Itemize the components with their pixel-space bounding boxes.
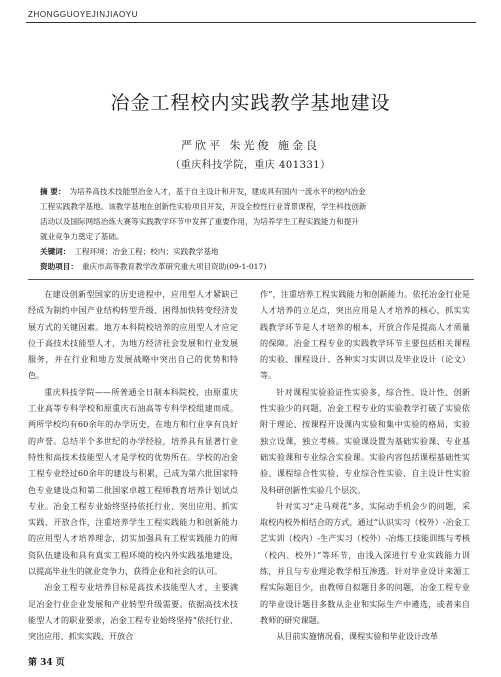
article-title: 冶金工程校内实践教学基地建设 <box>110 92 391 114</box>
journal-header: ZHONGGUOYEJINJIAOYU <box>28 10 139 19</box>
left-paragraph-2: 重庆科技学院——所普通全日制本科院校，由原重庆工业高等专科学校和原重庆石油高等专科学校组建而成。两所学校均有60余年的办学历史，在地方和行业享有良好的声誉。总结半个多世纪的办学经验，培养具有显著行业特性和高技术技能型人才是学校的优势所在。学校的冶金工程专业经过60余年的建设与积累，已成为第六批国家特色专业建设点和第二批国家卓越工程师教育培养计划试点专业。冶金工程专业始终坚持依托行业、突出应用、抓实实践、开放合作，注重培养学生工程实践能力和创新能力的应用型人才培养理念，切实加强具有工程实践能力的师资队伍建设和具有真实工程环境的校内外实践基地建设，以提高毕业生的就业竞争力，获得企业和社会的认可。 <box>28 386 238 577</box>
abstract-line-4: 就业竞争力奠定了基础。 <box>40 232 124 241</box>
right-paragraph-3: 针对实习“走马观花”多，实际动手机会少的问题，采取校内校外相结合的方式，通过“认识实习（校外）-冶金工艺实训（校内）-生产实习（校外）-冶炼工技能训练与考核（校内、校外）”等环节，由浅入深进行专业实践能力训练，并且与专业理论教学相互渗透。针对毕业设计来源工程实际题目少，由教师自拟题目多的问题，冶金工程专业的毕业设计题目多数从企业和实际生产中遴选，或者来自教师的研究课题。 <box>260 500 470 625</box>
abstract-line-2: 工程实践教学基地。该教学基地在创新性实验项目开发，开设全校性行业背景课程，学生科技创新 <box>40 202 367 211</box>
left-paragraph-3: 冶金工程专业培养目标是高技术技能型人才，主要满足冶金行业企业发展和产业转型升级需要。依据高技术技能型人才的职业要求，冶金工程专业始终坚持“依托行业、突出应用、抓实实践、开放合 <box>28 582 238 642</box>
funding-label: 资助项目： <box>40 262 78 271</box>
article-affiliation: （重庆科技学院，重庆 401331） <box>170 160 331 171</box>
right-paragraph-4: 从目前实施情况看，课程实验和毕业设计改革 <box>276 631 439 642</box>
article-authors: 严欣平 朱光俊 施金良 <box>181 139 320 152</box>
keywords-text: 工程环境；冶金工程；校内；实践教学基地 <box>74 247 219 256</box>
body-column-right <box>260 286 470 645</box>
abstract-block <box>40 184 460 274</box>
abstract-line-1 <box>40 184 460 199</box>
funding-text: 重庆市高等教育教学改革研究重大项目资助(09-1-017) <box>81 262 267 271</box>
header-rule <box>26 22 476 23</box>
funding-line <box>40 259 460 274</box>
right-paragraph-1: 作”，注重培养工程实践能力和创新能力。依托冶金行业是人才培养的立足点，突出应用是人才培养的核心，抓实实践教学环节是人才培养的根本，开放合作是提高人才质量的保障。冶金工程专业的实践教学环节主要包括相关课程的实验、课程设计、各种实习实训以及毕业设计（论文）等。 <box>260 289 470 381</box>
abstract-text-1: 为培养高技术技能型冶金人才，基于自主设计和开发，建成具有国内一流水平的校内冶金 <box>69 187 366 196</box>
left-paragraph-1: 在建设创新型国家的历史进程中，应用型人才紧缺已经成为制约中国产业结构转型升级、困得加快转变经济发展方式的关键因素。地方本科院校培养的应用型人才应定位于高技术技能型人才，为地方经济社会发展和行业发展服务，并在行业和地方发展战略中突出自己的优势和特色。 <box>28 289 238 381</box>
abstract-label: 摘 要： <box>40 187 66 196</box>
keywords-label: 关键词： <box>40 247 71 256</box>
section-divider <box>28 279 474 280</box>
right-paragraph-2: 针对课程实验验证性实验多，综合性、设计性、创新性实验少的问题，冶金工程专业的实验教学打破了实验依附于理论、按课程开设课内实验和集中实验的格局，实验独立设课，独立考核。实验课设置为基础实验课、专业基础实验课和专业综合实验课。实验内容包括课程基础性实验、课程综合性实验、专业综合性实验、自主设计性实验及科研创新性实验几个层次。 <box>260 386 470 495</box>
page-number: 第 34 页 <box>28 658 65 668</box>
body-column-left <box>28 286 238 645</box>
keywords-line <box>40 244 460 259</box>
abstract-line-3: 活动以及国际网络冶炼大赛等实践教学环节中发挥了重要作用，为培养学生工程实践能力和提升 <box>40 217 359 226</box>
